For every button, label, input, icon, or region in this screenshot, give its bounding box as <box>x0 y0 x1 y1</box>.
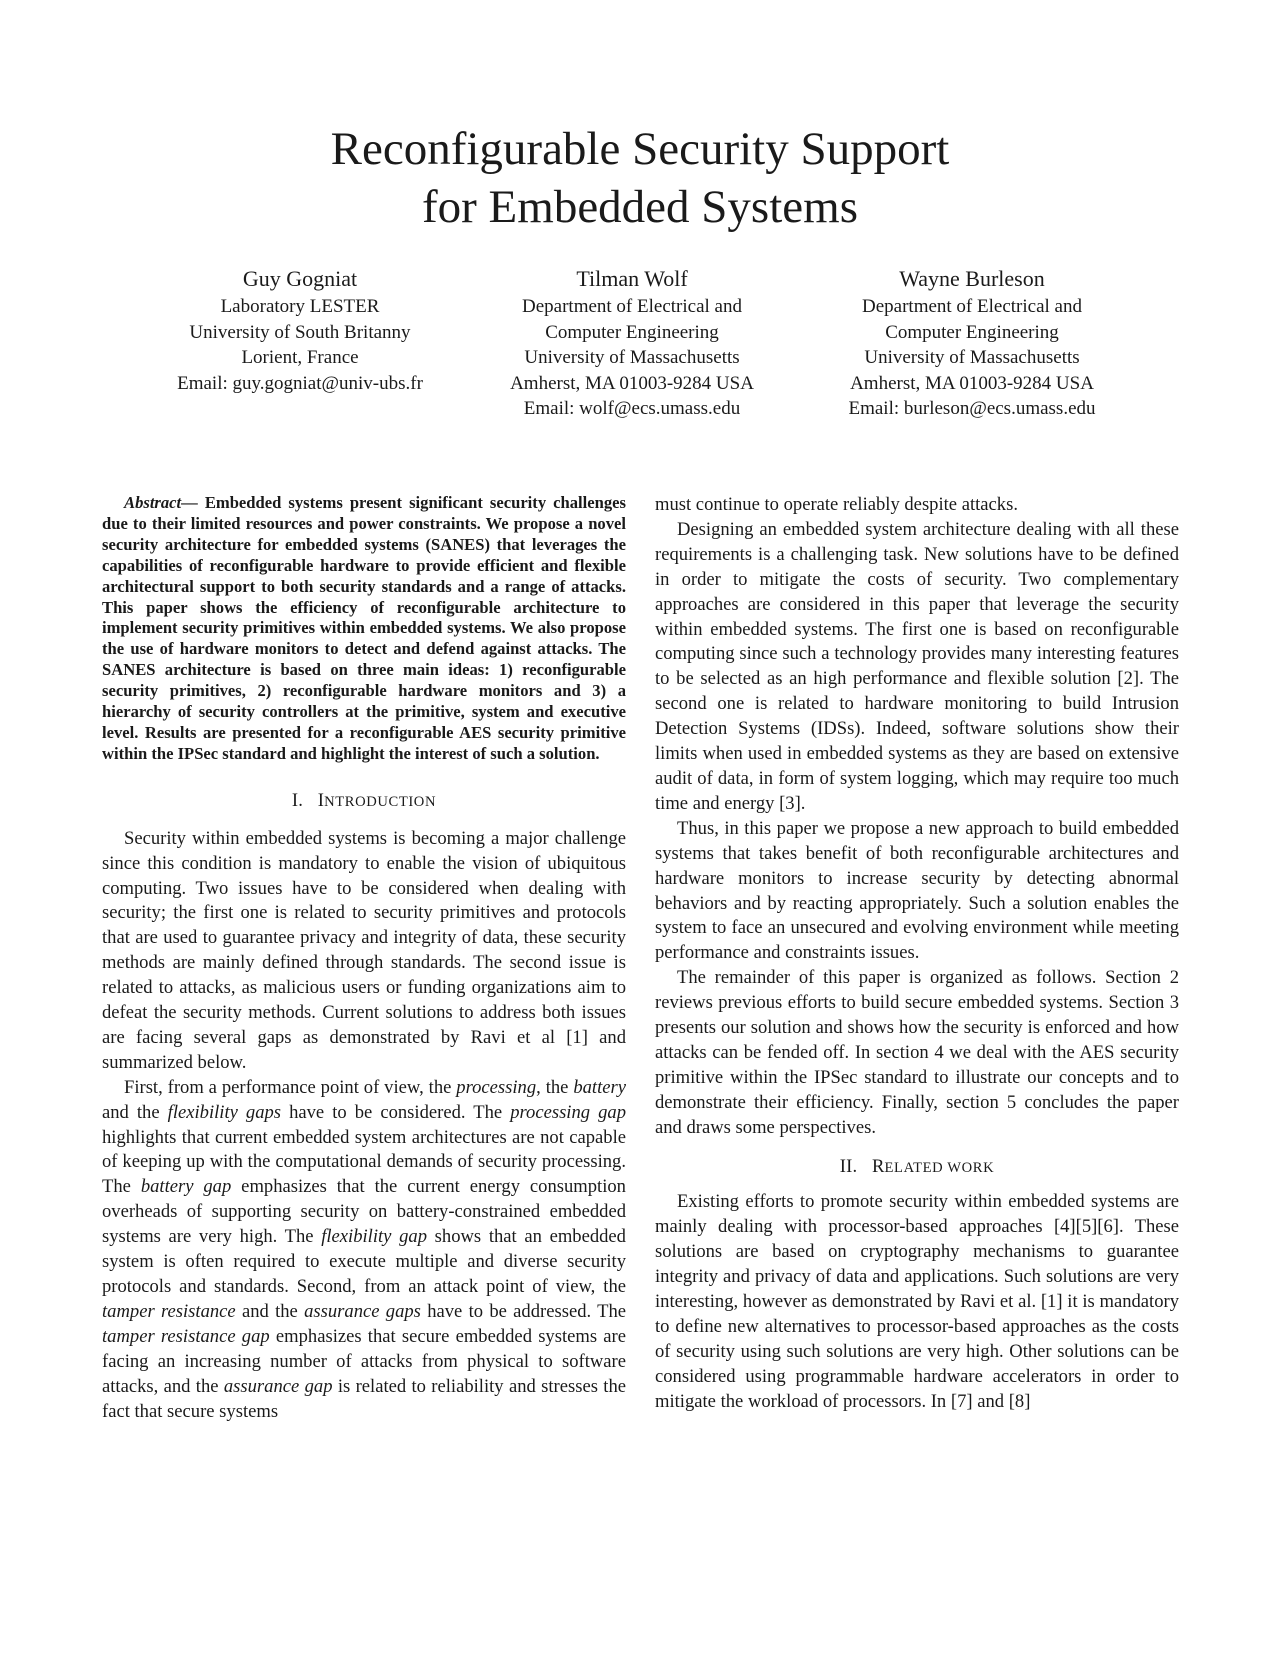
author-affiliation-line: Department of Electrical and <box>522 296 742 317</box>
emphasis: assurance gap <box>223 1375 333 1397</box>
emphasis: processing <box>456 1076 537 1098</box>
section-initial: R <box>871 1155 885 1177</box>
author-affiliation-line: Department of Electrical and <box>862 296 1082 317</box>
author-affiliation-line: Laboratory LESTER <box>220 296 380 317</box>
author-affiliation-line: Amherst, MA 01003-9284 USA <box>510 372 754 394</box>
author-affiliation-line: Lorient, France <box>241 347 359 369</box>
author-3 <box>822 265 1122 422</box>
text-run: have to be addressed. The <box>420 1300 626 1322</box>
intro-paragraph-2 <box>102 1076 626 1425</box>
emphasis: flexibility gap <box>321 1226 427 1248</box>
author-email: Email: guy.gogniat@univ-ubs.fr <box>177 372 423 394</box>
intro-paragraph-1: Security within embedded systems is becoming a major challenge since this condition is mandatory to enable the vision of ubiquitous computing. Two issues have to be considered when dealing with security; the first one is related to security primitives and protocols that are used to guarantee privacy and integrity of data, these security methods are mainly defined through standards. The second issue is related to attacks, as malicious users or funding organizations aim to defeat the security methods. Current solutions to address both issues are facing several gaps as demonstrated by Ravi et al [1] and summarized below. <box>102 827 626 1073</box>
author-affiliation-line: University of Massachusetts <box>864 347 1080 369</box>
emphasis: tamper resistance gap <box>102 1325 270 1347</box>
text-run: and the <box>102 1101 168 1123</box>
section-initial: I <box>317 789 325 811</box>
intro-paragraph-3: Designing an embedded system architecture dealing with all these requirements is a challenging task. New solutions have to be defined in order to mitigate the costs of security. Two complementary approaches are considered in this paper that leverage the security within embedded systems. The first one is based on reconfigurable computing since such a technology provides many interesting features to be selected as an high performance and flexible solution [2]. The second one is related to hardware monitoring to build Intrusion Detection Systems (IDSs). Indeed, software solutions show their limits when used in embedded systems as they are based on extensive audit of data, in form of system logging, which may require too much time and energy [3]. <box>655 518 1179 814</box>
paper-title <box>0 120 1280 236</box>
author-name: Tilman Wolf <box>576 266 688 291</box>
section-heading-related-work <box>655 1155 1179 1181</box>
author-affiliation-line: University of South Britanny <box>189 321 411 343</box>
text-run: highlights that current embedded system architectures are not capable of keeping up with the computational demands of security processing. The <box>102 1126 626 1198</box>
author-name: Wayne Burleson <box>899 266 1045 291</box>
section-numeral: II. <box>839 1155 858 1177</box>
emphasis: assurance gaps <box>304 1300 421 1322</box>
section-title-rest: NTRODUCTION <box>324 793 437 810</box>
right-column <box>655 493 1179 1415</box>
emphasis: battery <box>573 1076 626 1098</box>
text-run: shows that an embedded system is often required to execute multiple and diverse security protocols and standards. Second, from an attack point of view, the <box>102 1226 626 1297</box>
abstract-label: Abstract <box>124 493 182 512</box>
emphasis: battery gap <box>140 1176 232 1198</box>
author-email: Email: wolf@ecs.umass.edu <box>523 398 741 420</box>
intro-paragraph-5: The remainder of this paper is organized as follows. Section 2 reviews previous efforts to build secure embedded systems. Section 3 presents our solution and shows how the security is enforced and how attacks can be fended off. In section 4 we deal with the AES security primitive within the IPSec standard to illustrate our concepts and to demonstrate their efficiency. Finally, section 5 concludes the paper and draws some perspectives. <box>655 967 1179 1138</box>
text-run: , the <box>536 1076 574 1098</box>
author-2 <box>482 265 782 422</box>
text-run: emphasizes that the current energy consumption overheads of supporting security on battery-constrained embedded systems are very high. The <box>102 1176 626 1248</box>
text-run: is related to reliability and stresses the fact that secure systems <box>102 1375 626 1422</box>
author-1 <box>150 265 450 396</box>
author-affiliation-line: Amherst, MA 01003-9284 USA <box>850 372 1094 394</box>
abstract <box>102 493 626 765</box>
text-run: and the <box>235 1300 305 1322</box>
intro-paragraph-4: Thus, in this paper we propose a new approach to build embedded systems that takes benefit of both reconfigurable architectures and hardware monitors to increase security by detecting abnormal behaviors and by reacting appropriately. Such a solution enables the system to face an unsecured and evolving environment while meeting performance and constraints issues. <box>655 817 1179 964</box>
left-column <box>102 493 626 1424</box>
text-run: First, from a performance point of view, the <box>124 1076 457 1098</box>
author-block <box>0 265 1280 425</box>
author-name: Guy Gogniat <box>242 266 358 291</box>
related-paragraph-1: Existing efforts to promote security within embedded systems are mainly dealing with processor-based approaches [4][5][6]. These solutions are based on cryptography mechanisms to guarantee integrity and privacy of data and applications. Such solutions are very interesting, however as demonstrated by Ravi et al. [1] it is mandatory to define new alternatives to processor-based approaches as the costs of security using such solutions are very high. Other solutions can be considered using programmable hardware accelerators in order to mitigate the workload of processors. In [7] and [8] <box>655 1191 1179 1412</box>
section-numeral: I. <box>291 789 304 811</box>
section-heading-introduction <box>102 789 626 815</box>
emphasis: tamper resistance <box>102 1300 236 1322</box>
abstract-dash: — <box>181 493 205 512</box>
author-affiliation-line: Computer Engineering <box>545 321 719 343</box>
author-affiliation-line: University of Massachusetts <box>524 347 740 369</box>
intro-paragraph-2-continued: must continue to operate reliably despite attacks. <box>655 494 1018 515</box>
abstract-text: Embedded systems present significant security challenges due to their limited resources and power constraints. We propose a novel security architecture for embedded systems (SANES) that leverages the capabilities of reconfigurable hardware to provide efficient and flexible architectural support to both security standards and a range of attacks. This paper shows the efficiency of reconfigurable architecture to implement security primitives within embedded systems. We also propose the use of hardware monitors to detect and defend against attacks. The SANES architecture is based on three main ideas: 1) reconfigurable security primitives, 2) reconfigurable hardware monitors and 3) a hierarchy of security controllers at the primitive, system and executive level. Results are presented for a reconfigurable AES security primitive within the IPSec standard and highlight the interest of such a solution. <box>102 493 626 763</box>
section-title-rest: ELATED WORK <box>884 1159 995 1176</box>
text-run: emphasizes that secure embedded systems are facing an increasing number of attacks from physical to software attacks, and the <box>102 1325 626 1397</box>
emphasis: flexibility gaps <box>167 1101 282 1123</box>
text-run: have to be considered. The <box>281 1101 511 1123</box>
title-line-2: for Embedded Systems <box>422 181 858 233</box>
author-affiliation-line: Computer Engineering <box>885 321 1059 343</box>
title-line-1: Reconfigurable Security Support <box>330 123 950 175</box>
emphasis: processing gap <box>510 1101 626 1123</box>
author-email: Email: burleson@ecs.umass.edu <box>848 398 1096 420</box>
